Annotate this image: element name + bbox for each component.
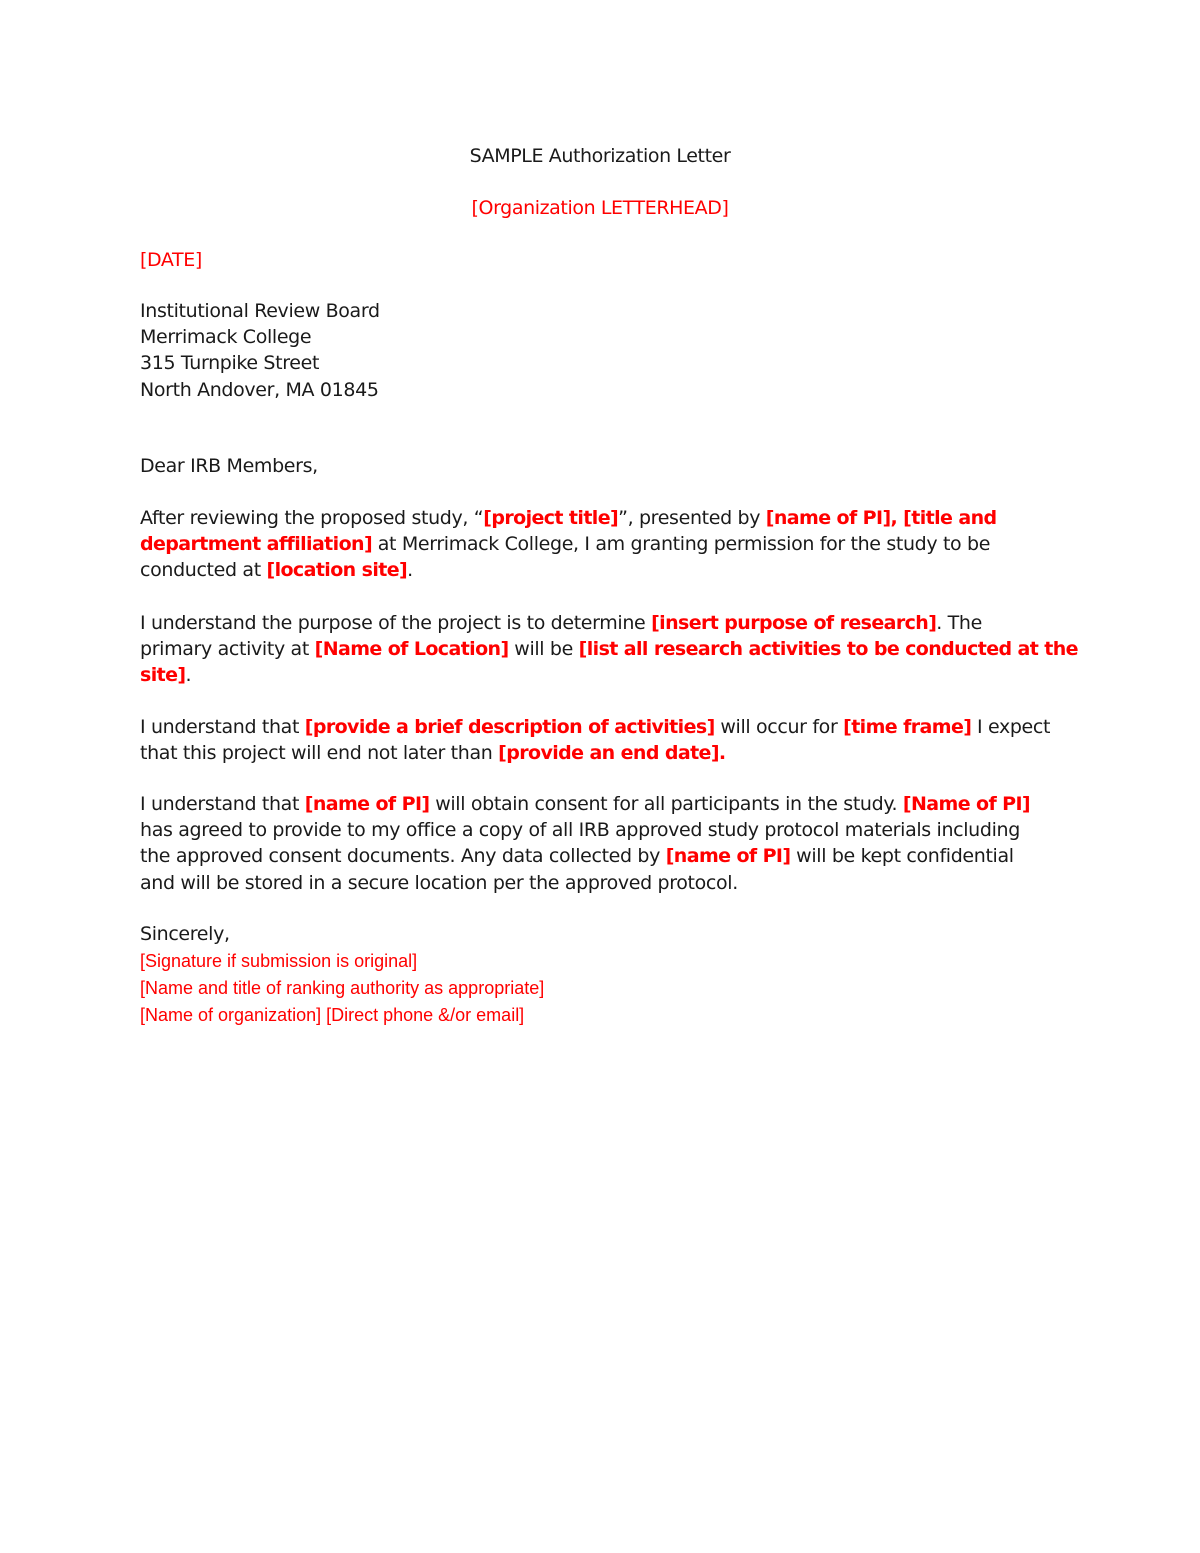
paragraph-line (140, 636, 1078, 662)
placeholder-pi-name: [name of PI] (665, 845, 791, 868)
letterhead-placeholder: [Organization LETTERHEAD] (471, 197, 729, 219)
placeholder-title-affiliation: [title and (903, 507, 997, 529)
paragraph-consent (140, 791, 1070, 896)
text: , (890, 507, 904, 529)
text: at Merrimack College, I am granting permission for the study to be (372, 533, 991, 556)
paragraph-line (140, 610, 1070, 636)
text: After reviewing the proposed study, “ (140, 507, 484, 529)
organization-contact-placeholder: [Name of organization] [Direct phone &/or email] (140, 1005, 525, 1025)
text: . The (936, 612, 982, 634)
text: I understand that (140, 716, 305, 738)
address-line: Merrimack College (140, 326, 312, 349)
document-title: SAMPLE Authorization Letter (469, 145, 731, 167)
text: will obtain consent for all participants in the study. (429, 793, 903, 815)
placeholder-time-frame: [time frame] (843, 716, 972, 738)
address-line: Institutional Review Board (140, 300, 380, 322)
paragraph-line (140, 791, 1070, 817)
paragraph-line: and will be stored in a secure location per the approved protocol. (140, 871, 738, 894)
paragraph-purpose (140, 610, 1078, 689)
text: I expect (971, 716, 1051, 738)
placeholder-research-activities: [list all research activities to be conducted at the (578, 638, 1078, 661)
placeholder-location-name: [Name of Location] (314, 638, 509, 661)
signature-block (140, 948, 840, 1029)
paragraph-line (140, 557, 1070, 583)
text: that this project will end not later than (140, 742, 499, 765)
paragraph-permission (140, 505, 1070, 584)
text: ”, presented by (618, 507, 766, 529)
placeholder-pi-name: [Name of PI] (902, 793, 1031, 815)
placeholder-pi-name: [name of PI] (765, 507, 891, 529)
paragraph-line (140, 662, 1070, 688)
recipient-address (140, 298, 1070, 403)
paragraph-line (140, 740, 1070, 766)
placeholder-location-site: [location site] (266, 559, 408, 582)
address-line: North Andover, MA 01845 (140, 378, 379, 401)
authority-placeholder: [Name and title of ranking authority as appropriate] (140, 978, 545, 998)
paragraph-line: has agreed to provide to my office a copy of all IRB approved study protocol materials including (140, 819, 1020, 842)
paragraph-line (140, 505, 1070, 531)
placeholder-title-affiliation: department affiliation] (140, 533, 373, 556)
paragraph-line (140, 531, 1070, 557)
text: will occur for (714, 716, 844, 738)
placeholder-research-purpose: [insert purpose of research] (651, 612, 937, 634)
placeholder-research-activities: site] (140, 664, 186, 687)
placeholder-pi-name: [name of PI] (304, 793, 430, 815)
salutation: Dear IRB Members, (140, 455, 318, 477)
placeholder-activities-description: [provide a brief description of activities] (304, 716, 715, 738)
text: . (185, 664, 192, 687)
text: conducted at (140, 559, 267, 582)
text: . (407, 559, 413, 582)
text: primary activity at (140, 638, 315, 661)
paragraph-line (140, 714, 1070, 740)
date-placeholder: [DATE] (140, 249, 202, 271)
text: will be kept confidential (790, 845, 1014, 868)
text: I understand that (140, 793, 305, 815)
paragraph-line (140, 843, 1070, 869)
address-line: 315 Turnpike Street (140, 352, 320, 375)
placeholder-end-date: [provide an end date]. (498, 742, 726, 765)
closing: Sincerely, (140, 923, 230, 945)
text: the approved consent documents. Any data collected by (140, 845, 666, 868)
paragraph-timeline (140, 714, 1070, 766)
placeholder-project-title: [project title] (483, 507, 619, 529)
text: I understand the purpose of the project is to determine (140, 612, 652, 634)
signature-placeholder: [Signature if submission is original] (140, 951, 418, 971)
text: will be (508, 638, 579, 661)
